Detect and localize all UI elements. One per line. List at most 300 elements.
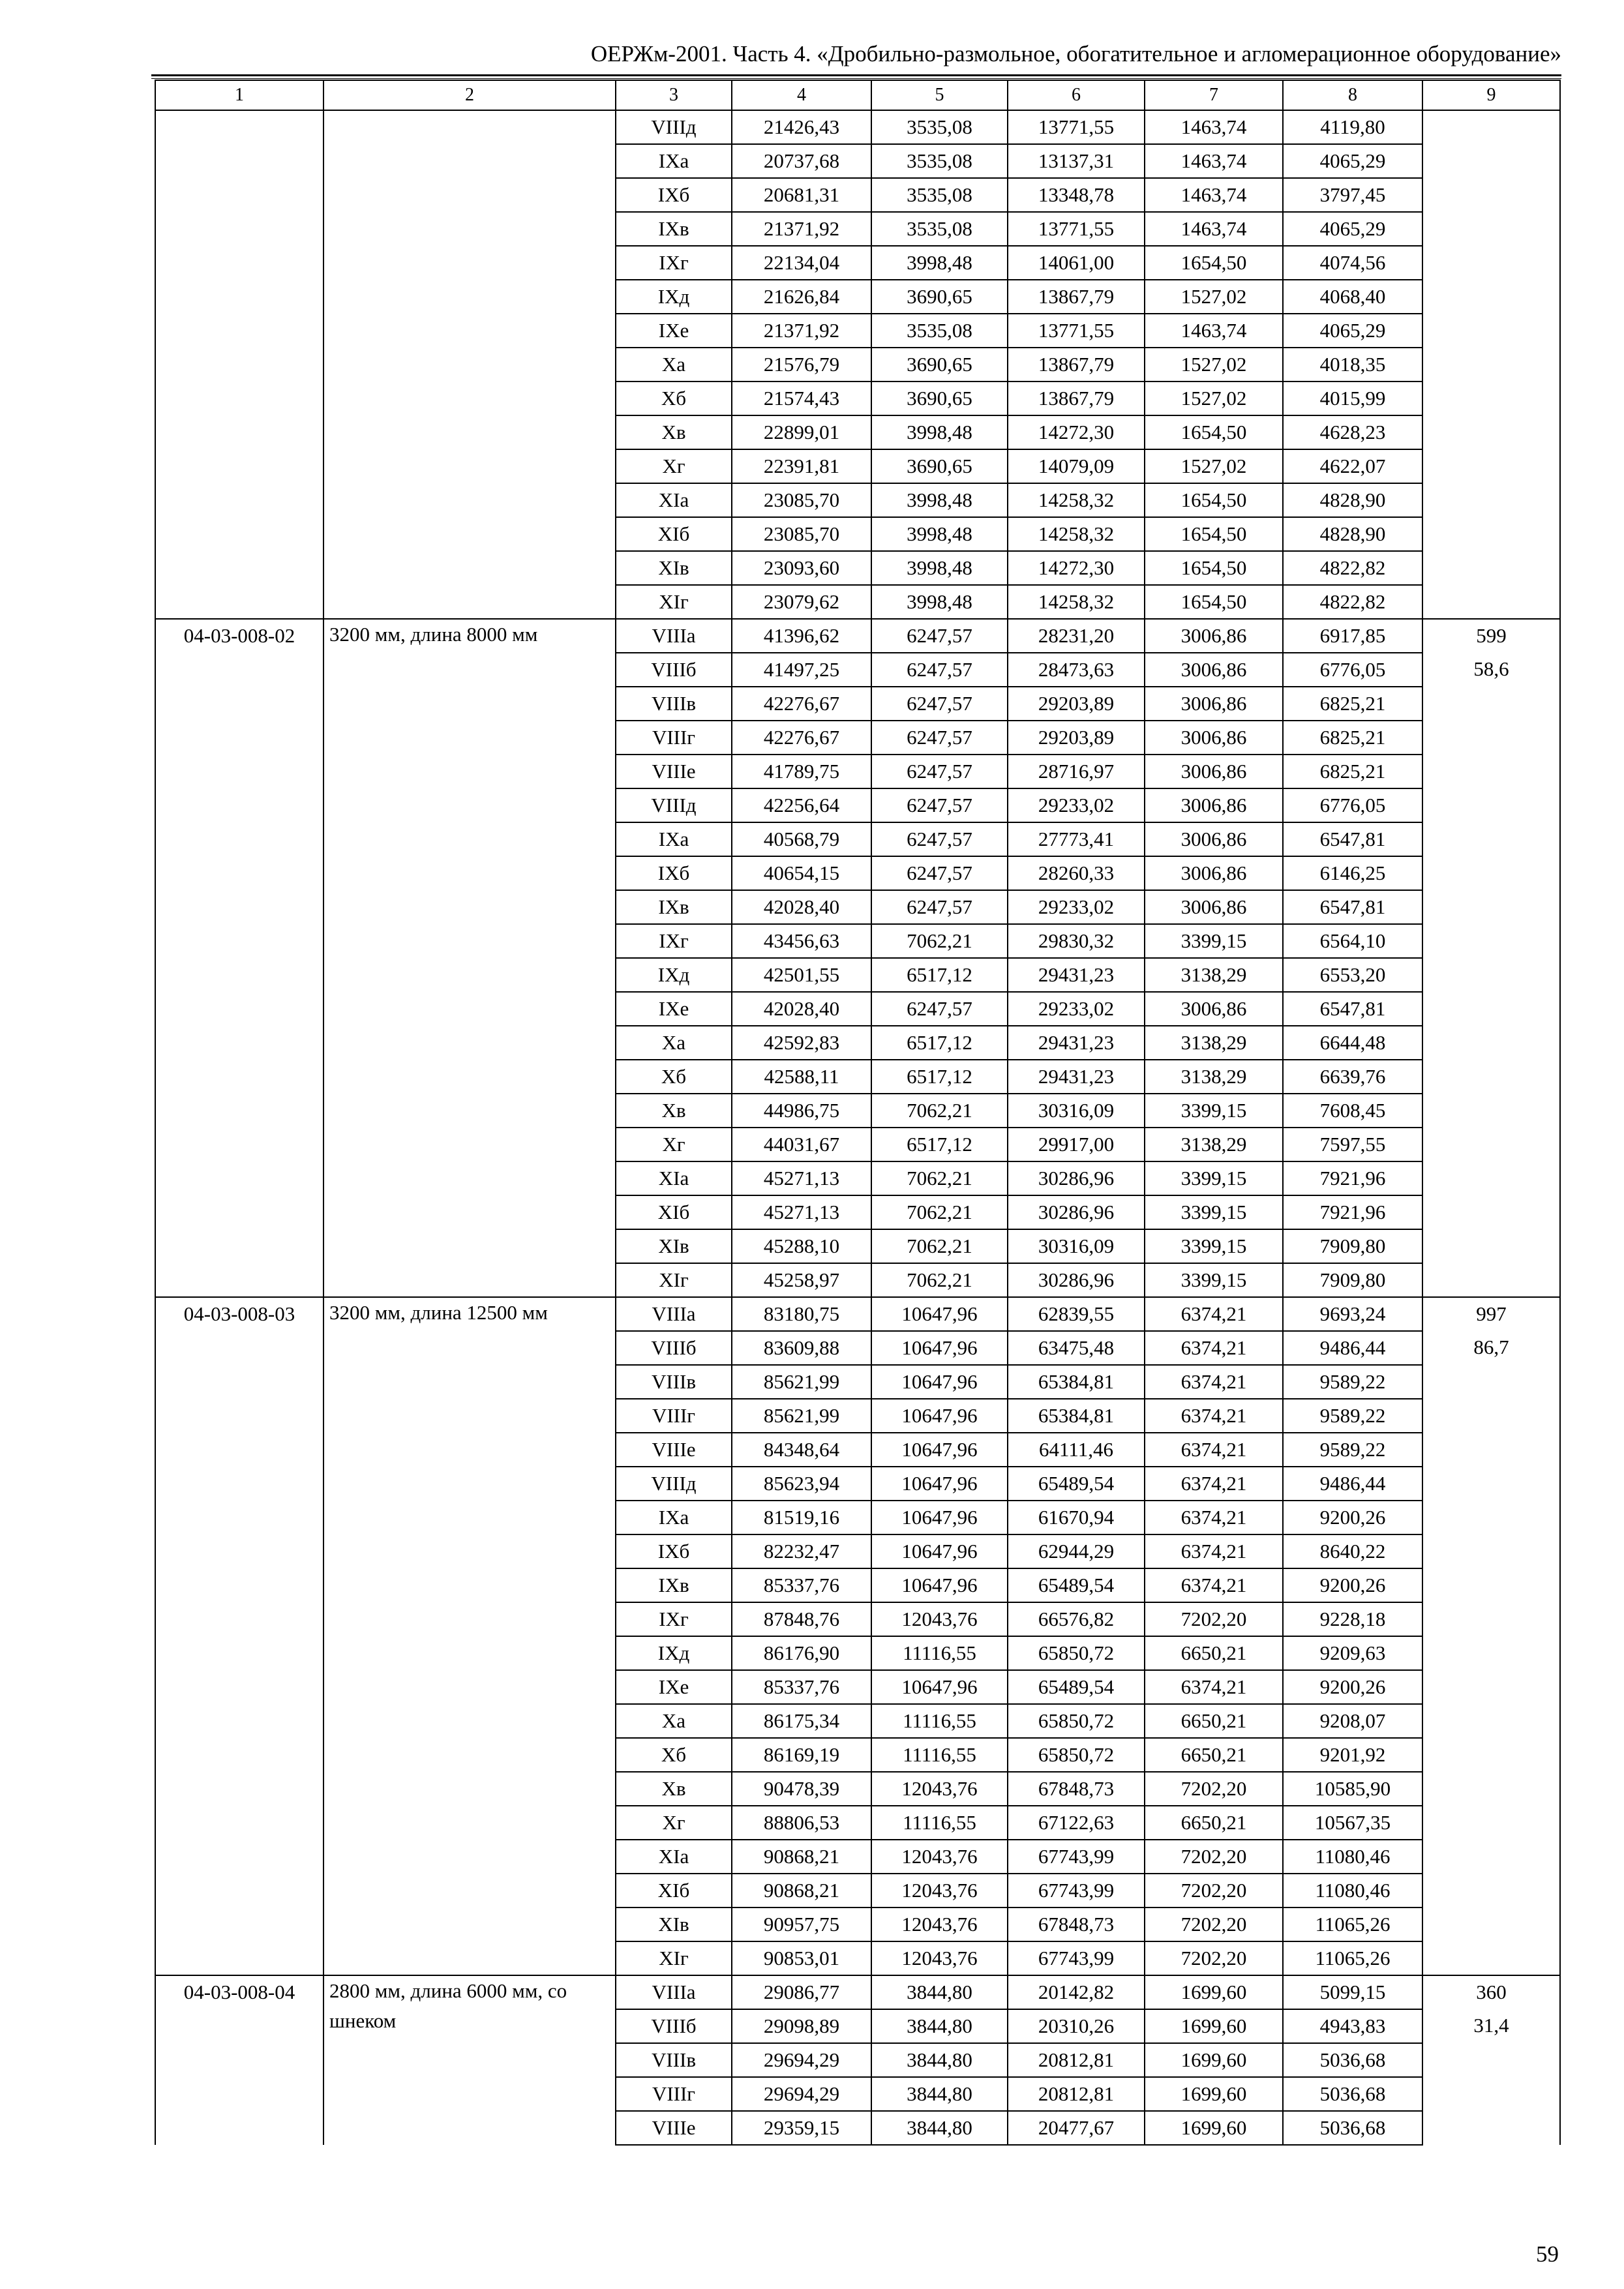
variant-cell: VIIIг [616, 721, 732, 755]
materials-cell: 4065,29 [1283, 212, 1422, 246]
machines-cell: 65850,72 [1008, 1636, 1145, 1670]
machinist-wages-cell: 6374,21 [1145, 1399, 1283, 1433]
machines-cell: 67743,99 [1008, 1840, 1145, 1874]
machines-cell: 62839,55 [1008, 1297, 1145, 1331]
machines-cell: 28260,33 [1008, 856, 1145, 890]
wages-cell: 3535,08 [871, 314, 1008, 348]
materials-cell: 6553,20 [1283, 958, 1422, 992]
table-row [155, 1975, 1560, 2009]
wages-cell: 12043,76 [871, 1941, 1008, 1975]
machines-cell: 29203,89 [1008, 687, 1145, 721]
variant-cell: Xа [616, 1704, 732, 1738]
wages-cell: 12043,76 [871, 1874, 1008, 1908]
wages-cell: 6247,57 [871, 687, 1008, 721]
col9-cell: 360 [1422, 1975, 1560, 2009]
machinist-wages-cell: 3399,15 [1145, 1161, 1283, 1195]
machines-cell: 13771,55 [1008, 314, 1145, 348]
total-cost-cell: 23093,60 [732, 551, 871, 585]
table-body [155, 80, 1560, 2145]
materials-cell: 7909,80 [1283, 1229, 1422, 1263]
wages-cell: 6517,12 [871, 958, 1008, 992]
total-cost-cell: 85621,99 [732, 1399, 871, 1433]
wages-cell: 7062,21 [871, 1229, 1008, 1263]
materials-cell: 5036,68 [1283, 2111, 1422, 2145]
machines-cell: 29233,02 [1008, 788, 1145, 822]
machines-cell: 13771,55 [1008, 110, 1145, 144]
variant-cell: IXв [616, 1568, 732, 1602]
machines-cell: 64111,46 [1008, 1433, 1145, 1467]
total-cost-cell: 21574,43 [732, 382, 871, 415]
machinist-wages-cell: 1463,74 [1145, 144, 1283, 178]
materials-cell: 7921,96 [1283, 1161, 1422, 1195]
machinist-wages-cell: 3138,29 [1145, 1060, 1283, 1094]
variant-cell: VIIIб [616, 2009, 732, 2043]
machinist-wages-cell: 1699,60 [1145, 2077, 1283, 2111]
wages-cell: 7062,21 [871, 1161, 1008, 1195]
machinist-wages-cell: 1463,74 [1145, 110, 1283, 144]
code-cell: 04-03-008-03 [155, 1297, 323, 1975]
wages-cell: 3844,80 [871, 2009, 1008, 2043]
wages-cell: 3998,48 [871, 483, 1008, 517]
variant-cell: IXв [616, 890, 732, 924]
total-cost-cell: 21371,92 [732, 212, 871, 246]
wages-cell: 3844,80 [871, 2111, 1008, 2145]
total-cost-cell: 85337,76 [732, 1670, 871, 1704]
machines-cell: 28473,63 [1008, 653, 1145, 687]
machinist-wages-cell: 1527,02 [1145, 449, 1283, 483]
machinist-wages-cell: 6374,21 [1145, 1501, 1283, 1534]
total-cost-cell: 20737,68 [732, 144, 871, 178]
variant-cell: VIIIа [616, 1297, 732, 1331]
machinist-wages-cell: 1699,60 [1145, 2009, 1283, 2043]
materials-cell: 6776,05 [1283, 653, 1422, 687]
machines-cell: 13348,78 [1008, 178, 1145, 212]
total-cost-cell: 29098,89 [732, 2009, 871, 2043]
materials-cell: 9208,07 [1283, 1704, 1422, 1738]
machines-cell: 29917,00 [1008, 1128, 1145, 1161]
variant-cell: Xб [616, 1060, 732, 1094]
column-number: 4 [732, 80, 871, 110]
machinist-wages-cell: 1463,74 [1145, 178, 1283, 212]
wages-cell: 7062,21 [871, 1263, 1008, 1297]
total-cost-cell: 86175,34 [732, 1704, 871, 1738]
machines-cell: 29830,32 [1008, 924, 1145, 958]
machinist-wages-cell: 3006,86 [1145, 721, 1283, 755]
machines-cell: 29431,23 [1008, 958, 1145, 992]
machinist-wages-cell: 3006,86 [1145, 856, 1283, 890]
materials-cell: 7921,96 [1283, 1195, 1422, 1229]
machinist-wages-cell: 3006,86 [1145, 619, 1283, 653]
machines-cell: 14079,09 [1008, 449, 1145, 483]
machines-cell: 28716,97 [1008, 755, 1145, 788]
wages-cell: 6247,57 [871, 890, 1008, 924]
total-cost-cell: 29694,29 [732, 2043, 871, 2077]
total-cost-cell: 42588,11 [732, 1060, 871, 1094]
materials-cell: 9209,63 [1283, 1636, 1422, 1670]
wages-cell: 6247,57 [871, 721, 1008, 755]
machines-cell: 14061,00 [1008, 246, 1145, 280]
materials-cell: 11065,26 [1283, 1941, 1422, 1975]
column-number: 3 [616, 80, 732, 110]
total-cost-cell: 21626,84 [732, 280, 871, 314]
col9-cell: 997 [1422, 1297, 1560, 1331]
machinist-wages-cell: 3006,86 [1145, 788, 1283, 822]
wages-cell: 3844,80 [871, 2043, 1008, 2077]
column-number: 2 [323, 80, 616, 110]
machines-cell: 63475,48 [1008, 1331, 1145, 1365]
running-header: ОЕРЖм-2001. Часть 4. «Дробильно-размольное, обогатительное и агломерационное оборудование» [590, 41, 1561, 67]
total-cost-cell: 44031,67 [732, 1128, 871, 1161]
table-row [155, 619, 1560, 653]
variant-cell: Xб [616, 1738, 732, 1772]
total-cost-cell: 21426,43 [732, 110, 871, 144]
total-cost-cell: 42501,55 [732, 958, 871, 992]
machines-cell: 14258,32 [1008, 585, 1145, 619]
total-cost-cell: 87848,76 [732, 1602, 871, 1636]
variant-cell: Xа [616, 1026, 732, 1060]
machinist-wages-cell: 3006,86 [1145, 653, 1283, 687]
materials-cell: 6776,05 [1283, 788, 1422, 822]
machinist-wages-cell: 7202,20 [1145, 1772, 1283, 1806]
materials-cell: 4822,82 [1283, 551, 1422, 585]
materials-cell: 9589,22 [1283, 1399, 1422, 1433]
machinist-wages-cell: 3138,29 [1145, 1026, 1283, 1060]
total-cost-cell: 45271,13 [732, 1161, 871, 1195]
machines-cell: 67743,99 [1008, 1941, 1145, 1975]
variant-cell: VIIIд [616, 1467, 732, 1501]
materials-cell: 6564,10 [1283, 924, 1422, 958]
variant-cell: IXг [616, 246, 732, 280]
wages-cell: 3690,65 [871, 280, 1008, 314]
variant-cell: VIIIе [616, 755, 732, 788]
materials-cell: 6825,21 [1283, 721, 1422, 755]
machinist-wages-cell: 6650,21 [1145, 1738, 1283, 1772]
materials-cell: 6639,76 [1283, 1060, 1422, 1094]
total-cost-cell: 88806,53 [732, 1806, 871, 1840]
wages-cell: 3844,80 [871, 1975, 1008, 2009]
materials-cell: 4822,82 [1283, 585, 1422, 619]
variant-cell: Xг [616, 449, 732, 483]
variant-cell: XIв [616, 1229, 732, 1263]
total-cost-cell: 42592,83 [732, 1026, 871, 1060]
materials-cell: 9200,26 [1283, 1568, 1422, 1602]
machinist-wages-cell: 1654,50 [1145, 517, 1283, 551]
machines-cell: 13137,31 [1008, 144, 1145, 178]
machinist-wages-cell: 7202,20 [1145, 1941, 1283, 1975]
materials-cell: 5099,15 [1283, 1975, 1422, 2009]
materials-cell: 10585,90 [1283, 1772, 1422, 1806]
machinist-wages-cell: 1654,50 [1145, 483, 1283, 517]
machines-cell: 20310,26 [1008, 2009, 1145, 2043]
col9-cell: 31,4 [1422, 2009, 1560, 2043]
col9-cell: 58,6 [1422, 653, 1560, 687]
total-cost-cell: 85623,94 [732, 1467, 871, 1501]
materials-cell: 6825,21 [1283, 755, 1422, 788]
variant-cell: VIIIа [616, 619, 732, 653]
materials-cell: 10567,35 [1283, 1806, 1422, 1840]
page-number: 59 [1536, 2241, 1559, 2267]
wages-cell: 3998,48 [871, 585, 1008, 619]
total-cost-cell: 23085,70 [732, 483, 871, 517]
wages-cell: 12043,76 [871, 1908, 1008, 1941]
materials-cell: 9486,44 [1283, 1467, 1422, 1501]
wages-cell: 6517,12 [871, 1128, 1008, 1161]
code-cell [155, 110, 323, 619]
materials-cell: 9486,44 [1283, 1331, 1422, 1365]
materials-cell: 9589,22 [1283, 1433, 1422, 1467]
wages-cell: 6247,57 [871, 653, 1008, 687]
wages-cell: 6517,12 [871, 1026, 1008, 1060]
total-cost-cell: 21576,79 [732, 348, 871, 382]
materials-cell: 7597,55 [1283, 1128, 1422, 1161]
variant-cell: XIа [616, 1161, 732, 1195]
total-cost-cell: 84348,64 [732, 1433, 871, 1467]
materials-cell: 8640,22 [1283, 1534, 1422, 1568]
machines-cell: 29203,89 [1008, 721, 1145, 755]
materials-cell: 4622,07 [1283, 449, 1422, 483]
materials-cell: 9589,22 [1283, 1365, 1422, 1399]
variant-cell: IXб [616, 1534, 732, 1568]
machines-cell: 62944,29 [1008, 1534, 1145, 1568]
materials-cell: 9228,18 [1283, 1602, 1422, 1636]
col9-cell [1422, 1365, 1560, 1975]
machines-cell: 30316,09 [1008, 1229, 1145, 1263]
col9-cell: 599 [1422, 619, 1560, 653]
total-cost-cell: 86169,19 [732, 1738, 871, 1772]
machinist-wages-cell: 6650,21 [1145, 1806, 1283, 1840]
variant-cell: IXе [616, 1670, 732, 1704]
code-cell: 04-03-008-04 [155, 1975, 323, 2145]
total-cost-cell: 20681,31 [732, 178, 871, 212]
wages-cell: 3998,48 [871, 551, 1008, 585]
machinist-wages-cell: 7202,20 [1145, 1908, 1283, 1941]
total-cost-cell: 22134,04 [732, 246, 871, 280]
machines-cell: 20477,67 [1008, 2111, 1145, 2145]
total-cost-cell: 45258,97 [732, 1263, 871, 1297]
wages-cell: 6247,57 [871, 822, 1008, 856]
column-number: 7 [1145, 80, 1283, 110]
machinist-wages-cell: 1527,02 [1145, 382, 1283, 415]
variant-cell: XIг [616, 1941, 732, 1975]
machinist-wages-cell: 3399,15 [1145, 1094, 1283, 1128]
materials-cell: 6146,25 [1283, 856, 1422, 890]
machinist-wages-cell: 7202,20 [1145, 1840, 1283, 1874]
total-cost-cell: 83609,88 [732, 1331, 871, 1365]
machines-cell: 67848,73 [1008, 1908, 1145, 1941]
machinist-wages-cell: 1654,50 [1145, 246, 1283, 280]
machinist-wages-cell: 1463,74 [1145, 212, 1283, 246]
machines-cell: 67743,99 [1008, 1874, 1145, 1908]
materials-cell: 4065,29 [1283, 314, 1422, 348]
materials-cell: 4119,80 [1283, 110, 1422, 144]
machines-cell: 13867,79 [1008, 280, 1145, 314]
materials-cell: 5036,68 [1283, 2043, 1422, 2077]
total-cost-cell: 86176,90 [732, 1636, 871, 1670]
machinist-wages-cell: 1527,02 [1145, 348, 1283, 382]
machinist-wages-cell: 1699,60 [1145, 2111, 1283, 2145]
total-cost-cell: 41789,75 [732, 755, 871, 788]
wages-cell: 6247,57 [871, 992, 1008, 1026]
machines-cell: 30286,96 [1008, 1195, 1145, 1229]
machines-cell: 14258,32 [1008, 517, 1145, 551]
materials-cell: 4828,90 [1283, 517, 1422, 551]
variant-cell: IXд [616, 958, 732, 992]
machinist-wages-cell: 6374,21 [1145, 1670, 1283, 1704]
machines-cell: 65850,72 [1008, 1738, 1145, 1772]
header-rule-thin [151, 78, 1561, 79]
wages-cell: 11116,55 [871, 1704, 1008, 1738]
machines-cell: 30286,96 [1008, 1161, 1145, 1195]
machines-cell: 29431,23 [1008, 1060, 1145, 1094]
machinist-wages-cell: 3006,86 [1145, 755, 1283, 788]
machines-cell: 13771,55 [1008, 212, 1145, 246]
materials-cell: 6547,81 [1283, 822, 1422, 856]
total-cost-cell: 85337,76 [732, 1568, 871, 1602]
total-cost-cell: 29694,29 [732, 2077, 871, 2111]
wages-cell: 11116,55 [871, 1636, 1008, 1670]
machinist-wages-cell: 6374,21 [1145, 1568, 1283, 1602]
materials-cell: 4015,99 [1283, 382, 1422, 415]
column-number-row [155, 80, 1560, 110]
variant-cell: XIа [616, 483, 732, 517]
wages-cell: 10647,96 [871, 1331, 1008, 1365]
materials-cell: 11080,46 [1283, 1840, 1422, 1874]
materials-cell: 7909,80 [1283, 1263, 1422, 1297]
variant-cell: IXд [616, 280, 732, 314]
variant-cell: XIб [616, 1195, 732, 1229]
machinist-wages-cell: 1463,74 [1145, 314, 1283, 348]
column-number: 8 [1283, 80, 1422, 110]
machines-cell: 30316,09 [1008, 1094, 1145, 1128]
description-cell [323, 110, 616, 619]
machines-cell: 14272,30 [1008, 551, 1145, 585]
variant-cell: VIIIд [616, 788, 732, 822]
wages-cell: 10647,96 [871, 1534, 1008, 1568]
materials-cell: 5036,68 [1283, 2077, 1422, 2111]
variant-cell: IXд [616, 1636, 732, 1670]
machinist-wages-cell: 6650,21 [1145, 1704, 1283, 1738]
variant-cell: Xв [616, 415, 732, 449]
variant-cell: Xв [616, 1094, 732, 1128]
variant-cell: XIб [616, 1874, 732, 1908]
machinist-wages-cell: 1654,50 [1145, 415, 1283, 449]
wages-cell: 10647,96 [871, 1365, 1008, 1399]
wages-cell: 7062,21 [871, 924, 1008, 958]
variant-cell: IXг [616, 924, 732, 958]
machines-cell: 13867,79 [1008, 382, 1145, 415]
variant-cell: IXа [616, 1501, 732, 1534]
machines-cell: 65850,72 [1008, 1704, 1145, 1738]
machinist-wages-cell: 3399,15 [1145, 1263, 1283, 1297]
total-cost-cell: 44986,75 [732, 1094, 871, 1128]
wages-cell: 7062,21 [871, 1094, 1008, 1128]
machines-cell: 65384,81 [1008, 1399, 1145, 1433]
total-cost-cell: 85621,99 [732, 1365, 871, 1399]
column-number: 6 [1008, 80, 1145, 110]
total-cost-cell: 81519,16 [732, 1501, 871, 1534]
total-cost-cell: 40654,15 [732, 856, 871, 890]
machinist-wages-cell: 3399,15 [1145, 1229, 1283, 1263]
table-row [155, 110, 1560, 144]
table-row [155, 1297, 1560, 1331]
machinist-wages-cell: 1699,60 [1145, 2043, 1283, 2077]
variant-cell: VIIIб [616, 1331, 732, 1365]
wages-cell: 10647,96 [871, 1568, 1008, 1602]
total-cost-cell: 22899,01 [732, 415, 871, 449]
machines-cell: 27773,41 [1008, 822, 1145, 856]
machinist-wages-cell: 1654,50 [1145, 551, 1283, 585]
materials-cell: 9200,26 [1283, 1670, 1422, 1704]
col9-cell [1422, 2043, 1560, 2145]
variant-cell: VIIIг [616, 1399, 732, 1433]
materials-cell: 6547,81 [1283, 890, 1422, 924]
machinist-wages-cell: 6374,21 [1145, 1433, 1283, 1467]
total-cost-cell: 45288,10 [732, 1229, 871, 1263]
materials-cell: 6644,48 [1283, 1026, 1422, 1060]
machines-cell: 65489,54 [1008, 1568, 1145, 1602]
materials-cell: 6917,85 [1283, 619, 1422, 653]
variant-cell: IXе [616, 992, 732, 1026]
column-number: 5 [871, 80, 1008, 110]
wages-cell: 3690,65 [871, 449, 1008, 483]
total-cost-cell: 43456,63 [732, 924, 871, 958]
total-cost-cell: 23085,70 [732, 517, 871, 551]
wages-cell: 10647,96 [871, 1399, 1008, 1433]
total-cost-cell: 29086,77 [732, 1975, 871, 2009]
materials-cell: 4943,83 [1283, 2009, 1422, 2043]
machinist-wages-cell: 7202,20 [1145, 1602, 1283, 1636]
variant-cell: Xг [616, 1806, 732, 1840]
column-number: 9 [1422, 80, 1560, 110]
wages-cell: 3535,08 [871, 144, 1008, 178]
total-cost-cell: 90853,01 [732, 1941, 871, 1975]
total-cost-cell: 45271,13 [732, 1195, 871, 1229]
machines-cell: 61670,94 [1008, 1501, 1145, 1534]
wages-cell: 10647,96 [871, 1670, 1008, 1704]
variant-cell: IXб [616, 178, 732, 212]
wages-cell: 12043,76 [871, 1772, 1008, 1806]
header-rule [151, 74, 1561, 76]
materials-cell: 4074,56 [1283, 246, 1422, 280]
wages-cell: 3998,48 [871, 415, 1008, 449]
column-number: 1 [155, 80, 323, 110]
variant-cell: VIIIе [616, 1433, 732, 1467]
variant-cell: IXе [616, 314, 732, 348]
col9-cell: 86,7 [1422, 1331, 1560, 1365]
wages-cell: 12043,76 [871, 1840, 1008, 1874]
machinist-wages-cell: 6374,21 [1145, 1467, 1283, 1501]
variant-cell: XIб [616, 517, 732, 551]
wages-cell: 10647,96 [871, 1433, 1008, 1467]
machines-cell: 30286,96 [1008, 1263, 1145, 1297]
variant-cell: IXг [616, 1602, 732, 1636]
wages-cell: 7062,21 [871, 1195, 1008, 1229]
materials-cell: 3797,45 [1283, 178, 1422, 212]
wages-cell: 6247,57 [871, 619, 1008, 653]
wages-cell: 10647,96 [871, 1297, 1008, 1331]
variant-cell: IXа [616, 822, 732, 856]
variant-cell: XIа [616, 1840, 732, 1874]
materials-cell: 11065,26 [1283, 1908, 1422, 1941]
machinist-wages-cell: 3006,86 [1145, 890, 1283, 924]
total-cost-cell: 90868,21 [732, 1874, 871, 1908]
variant-cell: VIIIв [616, 687, 732, 721]
machinist-wages-cell: 6650,21 [1145, 1636, 1283, 1670]
total-cost-cell: 42028,40 [732, 890, 871, 924]
total-cost-cell: 40568,79 [732, 822, 871, 856]
variant-cell: XIг [616, 1263, 732, 1297]
machinist-wages-cell: 1699,60 [1145, 1975, 1283, 2009]
